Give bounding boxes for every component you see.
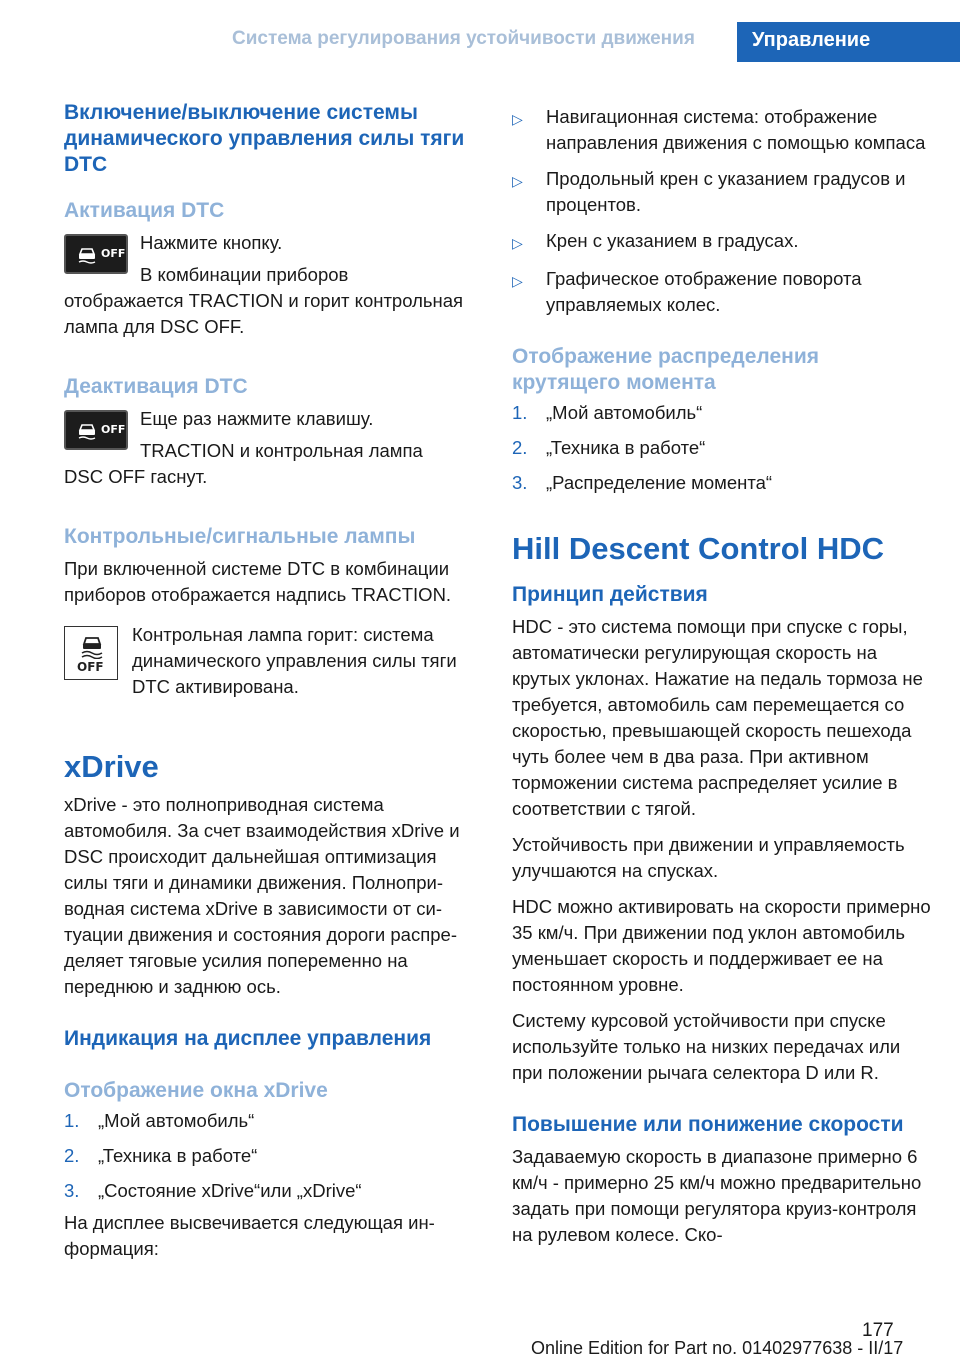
torque-heading: Отображение распределения крутящего момента (512, 345, 820, 394)
hdc-title: Hill Descent Control HDC (512, 531, 885, 566)
activation-text: отображается TRACTION и горит контрольная лампа для DSC OFF. (64, 290, 464, 337)
display-heading: Индикация на дисплее управления (64, 1027, 432, 1050)
deactivation-block (64, 406, 484, 464)
dtc-title: Включение/выключение системы динамического управления силы тяги DTC (64, 101, 465, 176)
xdrive-window-heading: Отображение окна xDrive (64, 1079, 328, 1102)
list-item: ▷ Графическое отображение поворота управляемых колес. (512, 266, 932, 318)
hdc-paragraph-1: HDC - это система помощи при спуске с горы, автоматически регулирующая скорость на крутых уклонах. Нажатие на педаль тормоза не требуется, автомобиль сам перемещается со скоростью, превышающей скорость пешехода чуть более чем в два раза. При активном торможении система распределяет усилие в соответствии с тягой. (512, 616, 923, 819)
right-column (512, 100, 932, 1248)
list-item: 1. „Мой автомобиль“ (64, 1110, 255, 1131)
dsc-off-button-icon: OFF (64, 234, 128, 274)
xdrive-steps (64, 1108, 484, 1204)
lamps-text: При включенной системе DTC в комбинации приборов отображается надпись TRACTION. (64, 558, 452, 605)
activation-heading: Активация DTC (64, 199, 225, 222)
header-chapter-tab: Управление (737, 22, 960, 62)
hdc-paragraph-3: HDC можно активировать на скорости примерно 35 км/ч. При движении под уклон автомобиль уменьшает скорость и поддерживает ее на постоянном уровне. (512, 896, 931, 995)
activation-line2: В комбинации приборов (140, 264, 349, 285)
triangle-bullet-icon: ▷ (512, 173, 523, 189)
list-item: 2. „Техника в работе“ (64, 1145, 258, 1166)
speed-heading: Повышение или понижение скорости (512, 1113, 904, 1136)
deactivation-text: DSC OFF гаснут. (64, 466, 208, 487)
dsc-off-button-icon: OFF (64, 410, 128, 450)
list-item: 2. „Техника в работе“ (512, 437, 706, 458)
list-item: 1. „Мой автомобиль“ (512, 402, 703, 423)
activation-line1: Нажмите кнопку. (140, 232, 283, 253)
hdc-paragraph-5: Задаваемую скорость в диапазоне примерно 6 км/ч - примерно 25 км/ч можно предварительно задать при помощи регулятора круиз-контроля на рулевом колесе. Ско- (512, 1146, 922, 1245)
xdrive-info-text: На дисплее высвечивается следующая информация: (64, 1212, 435, 1259)
triangle-bullet-icon: ▷ (512, 235, 523, 251)
triangle-bullet-icon: ▷ (512, 111, 523, 127)
hdc-paragraph-4: Систему курсовой устойчивости при спуске используйте только на низких передачах или при положении рычага селектора D или R. (512, 1010, 901, 1083)
hdc-paragraph-2: Устойчивость при движении и управляемость улучшаются на спусках. (512, 834, 905, 881)
list-item: ▷ Навигационная система: отображение направления движения с помощью компаса (512, 104, 932, 156)
header-section-title: Система регулирования устойчивости движения (232, 28, 695, 49)
torque-steps (512, 400, 932, 496)
dsc-off-lamp-icon: OFF (64, 626, 118, 680)
list-item: 3. „Состояние xDrive“или „xDrive“ (64, 1180, 362, 1201)
deactivation-heading: Деактивация DTC (64, 375, 248, 398)
page-header (0, 0, 960, 62)
triangle-bullet-icon: ▷ (512, 273, 523, 289)
principle-heading: Принцип действия (512, 583, 708, 606)
list-item: 3. „Распределение момента“ (512, 472, 773, 493)
lamp-text: Контрольная лампа горит: система динамического управления силы тяги DTC активирована. (132, 624, 457, 697)
list-item: ▷ Крен с указанием в градусах. (512, 228, 932, 256)
deactivation-line2: TRACTION и контрольная лампа (140, 440, 423, 461)
page-number: 177 (862, 1320, 894, 1341)
lamp-block (64, 622, 484, 700)
xdrive-info-bullets (512, 104, 932, 318)
xdrive-text: xDrive - это полноприводная система автомобиля. За счет взаимодействия xDrive и DSC происходит дальнейшая оптимизация силы тяги и динамики движения. Полноприводная система xDrive в зависимости от ситуации движения и состояния дороги распределяет тяговые усилия попеременно на переднюю и заднюю ось. (64, 794, 460, 997)
left-column (64, 100, 484, 1262)
lamps-heading: Контрольные/сигнальные лампы (64, 525, 416, 548)
deactivation-line1: Еще раз нажмите клавишу. (140, 408, 374, 429)
edition-footer: Online Edition for Part no. 01402977638 - II/17 (531, 1338, 904, 1358)
xdrive-title: xDrive (64, 749, 159, 784)
activation-block (64, 230, 484, 288)
list-item: ▷ Продольный крен с указанием градусов и процентов. (512, 166, 932, 218)
